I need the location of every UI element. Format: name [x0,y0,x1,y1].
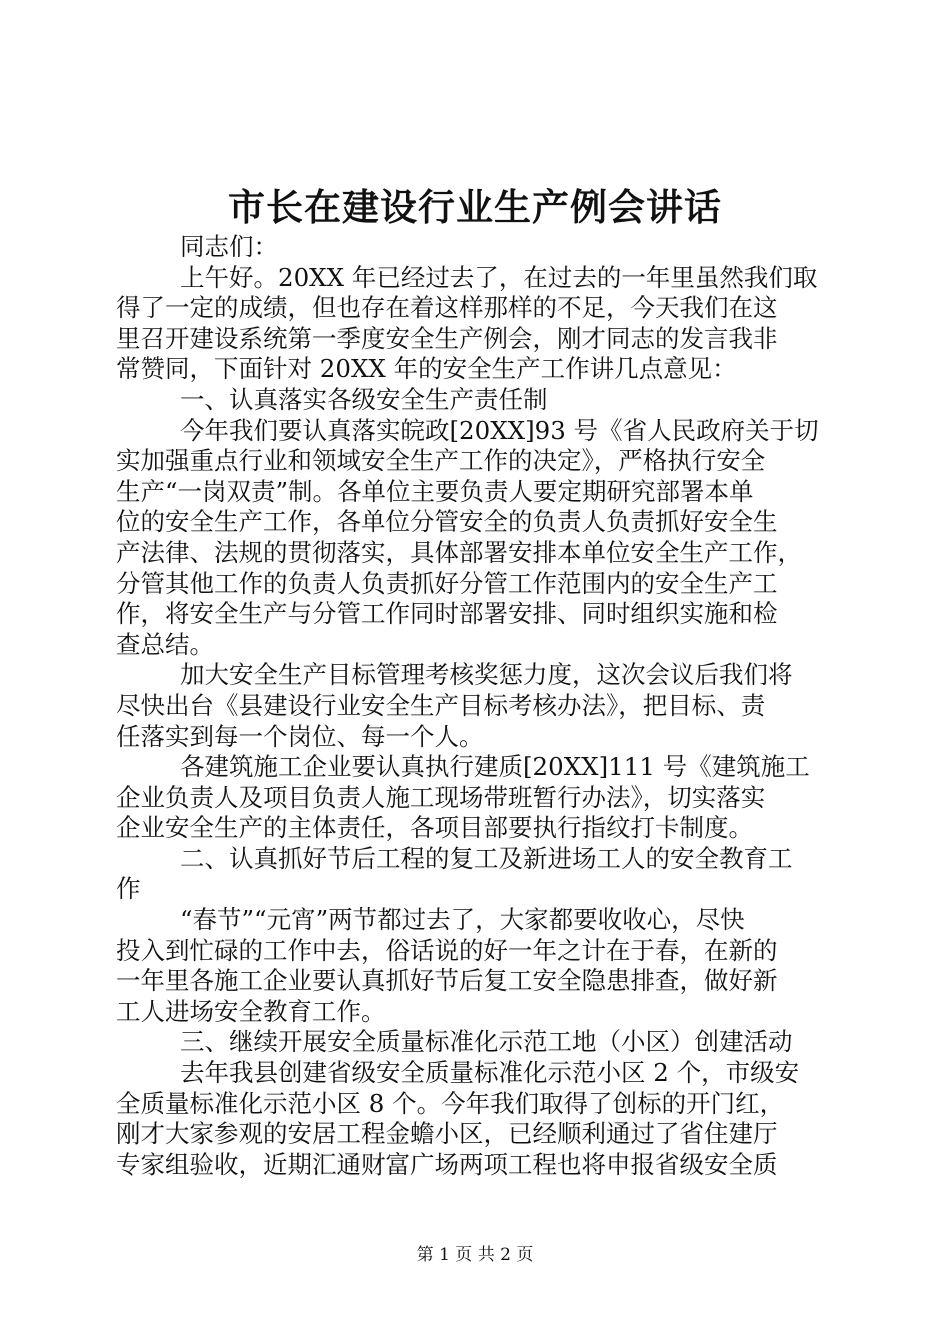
section-heading: 一、认真落实各级安全生产责任制 [180,384,548,414]
text-line: 各建筑施工企业要认真执行建质[20XX]111 号《建筑施工 [180,752,810,782]
text-line: 任落实到每一个岗位、每一个人。 [116,721,484,751]
text-line: 位的安全生产工作，各单位分管安全的负责人负责抓好安全生 [116,507,778,537]
page-footer: 第 1 页 共 2 页 [416,1245,534,1265]
text-line: 刚才大家参观的安居工程金蟾小区，已经顺利通过了省住建厅 [116,1119,778,1149]
text-line: 同志们： [180,232,278,261]
text-line: 产法律、法规的贯彻落实，具体部署安排本单位安全生产工作， [116,537,802,567]
section-heading: 二、认真抓好节后工程的复工及新进场工人的安全教育工 [180,843,793,873]
text-line: 里召开建设系统第一季度安全生产例会，刚才同志的发言我非 [116,323,778,353]
text-line: 上午好。20XX 年已经过去了，在过去的一年里虽然我们取 [180,262,818,292]
text-line: 实加强重点行业和领域安全生产工作的决定》，严格执行安全 [116,446,766,476]
text-line: 尽快出台《县建设行业安全生产目标考核办法》，把目标、责 [116,690,766,720]
text-line: 今年我们要认真落实皖政[20XX]93 号《省人民政府关于切 [180,415,819,445]
text-line: 投入到忙碌的工作中去，俗话说的好一年之计在于春，在新的 [116,935,778,965]
text-line: 企业负责人及项目负责人施工现场带班暂行办法》，切实落实 [116,782,766,812]
text-line: 查总结。 [116,629,214,659]
document-title: 市长在建设行业生产例会讲话 [228,185,722,229]
text-line: 工人进场安全教育工作。 [116,996,386,1026]
text-line: 作，将安全生产与分管工作同时部署安排、同时组织实施和检 [116,599,778,629]
text-line: 专家组验收，近期汇通财富广场两项工程也将申报省级安全质 [116,1149,778,1179]
text-line: 生产“一岗双责”制。各单位主要负责人要定期研究部署本单 [116,476,754,506]
text-line: 加大安全生产目标管理考核奖惩力度，这次会议后我们将 [180,660,793,690]
text-line: 分管其他工作的负责人负责抓好分管工作范围内的安全生产工 [116,568,778,598]
text-line: 得了一定的成绩，但也存在着这样那样的不足，今天我们在这 [116,293,778,323]
text-line: 去年我县创建省级安全质量标准化示范小区 2 个，市级安 [180,1058,800,1088]
text-line: 企业安全生产的主体责任，各项目部要执行指纹打卡制度。 [116,813,753,843]
text-line: “春节”“元宵”两节都过去了，大家都要收收心，尽快 [180,905,745,935]
text-line: 一年里各施工企业要认真抓好节后复工安全隐患排查，做好新 [116,966,778,996]
text-line: 常赞同，下面针对 20XX 年的安全生产工作讲几点意见： [116,354,737,384]
section-heading-continued: 作 [116,874,141,904]
document-body [116,232,846,1180]
text-line: 全质量标准化示范小区 8 个。今年我们取得了创标的开门红， [116,1088,785,1118]
section-heading: 三、继续开展安全质量标准化示范工地（小区）创建活动 [180,1027,793,1057]
